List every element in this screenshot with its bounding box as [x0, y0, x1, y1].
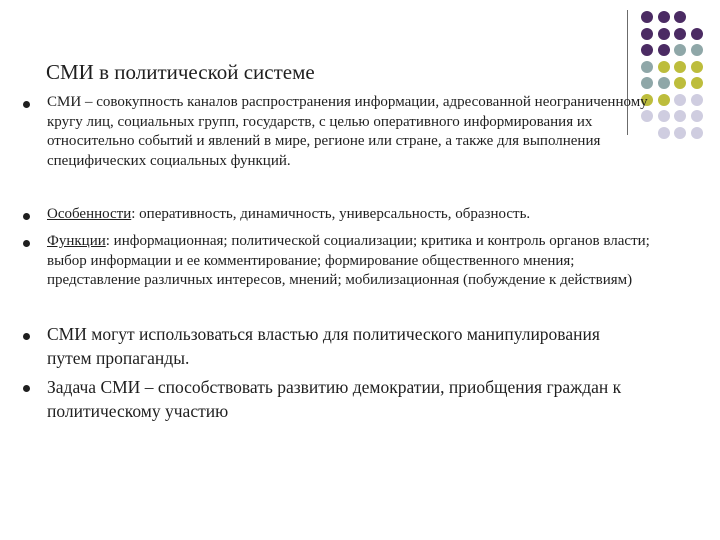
bullet-lead-functions: Функции: [47, 233, 106, 249]
decorative-dot: [658, 11, 670, 23]
decorative-dot: [641, 11, 653, 23]
bullet-marker: [23, 333, 30, 340]
slide-title: СМИ в политической системе: [46, 60, 315, 84]
bullet-marker: [23, 385, 30, 392]
decorative-dot: [691, 110, 703, 122]
bullet-task: Задача СМИ – способствовать развитию демократии, приобщения граждан к политическому участию: [47, 377, 622, 421]
bullet-features: [47, 205, 652, 225]
decorative-dot: [674, 28, 686, 40]
decorative-dot: [674, 127, 686, 139]
bullet-marker: [23, 240, 30, 247]
bullet-manipulation: СМИ могут использоваться властью для политического манипулирования путем пропаганды.: [47, 324, 600, 368]
decorative-dot: [674, 110, 686, 122]
decorative-dot: [674, 61, 686, 73]
bullet-text-smi-definition: – совокупность каналов распространения информации, адресованной неограниченному кругу лиц, социальных групп, государств, с целью оперативного информирования их относительно событий и явлений в мире, регионе или стране, а также для выполнения специфических социальных функций.: [47, 94, 648, 169]
decorative-dot: [691, 94, 703, 106]
decorative-dot: [658, 61, 670, 73]
decorative-dot: [658, 94, 670, 106]
bullet-lead-smi: СМИ: [47, 94, 82, 110]
bullet-text-functions: : информационная; политической социализации; критика и контроль органов власти; выбор информации и ее комментирование; формирование общественного мнения; представление различных интересов, мнений; мобилизационная (побуждение к действиям): [47, 233, 650, 289]
decorative-dot: [691, 28, 703, 40]
bullet-marker: [23, 101, 30, 108]
bullet-smi-definition: [47, 93, 652, 171]
decorative-dot: [691, 77, 703, 89]
decorative-dot: [641, 44, 653, 56]
bullet-lead-features: Особенности: [47, 206, 132, 222]
decorative-dot: [674, 94, 686, 106]
bullet-functions: [47, 232, 652, 291]
decorative-dot: [691, 61, 703, 73]
decorative-dot: [691, 127, 703, 139]
decorative-dot: [674, 44, 686, 56]
decorative-dot: [658, 28, 670, 40]
decorative-dot: [658, 127, 670, 139]
decorative-dot: [658, 44, 670, 56]
decorative-dot: [641, 28, 653, 40]
bullet-text-features: : оперативность, динамичность, универсальность, образность.: [131, 206, 531, 222]
decorative-dot: [674, 11, 686, 23]
decorative-dot: [641, 61, 653, 73]
bullet-marker: [23, 213, 30, 220]
decorative-dot: [641, 77, 653, 89]
decorative-dot: [658, 77, 670, 89]
decorative-dot: [691, 44, 703, 56]
decorative-dot: [674, 77, 686, 89]
decorative-dot: [658, 110, 670, 122]
